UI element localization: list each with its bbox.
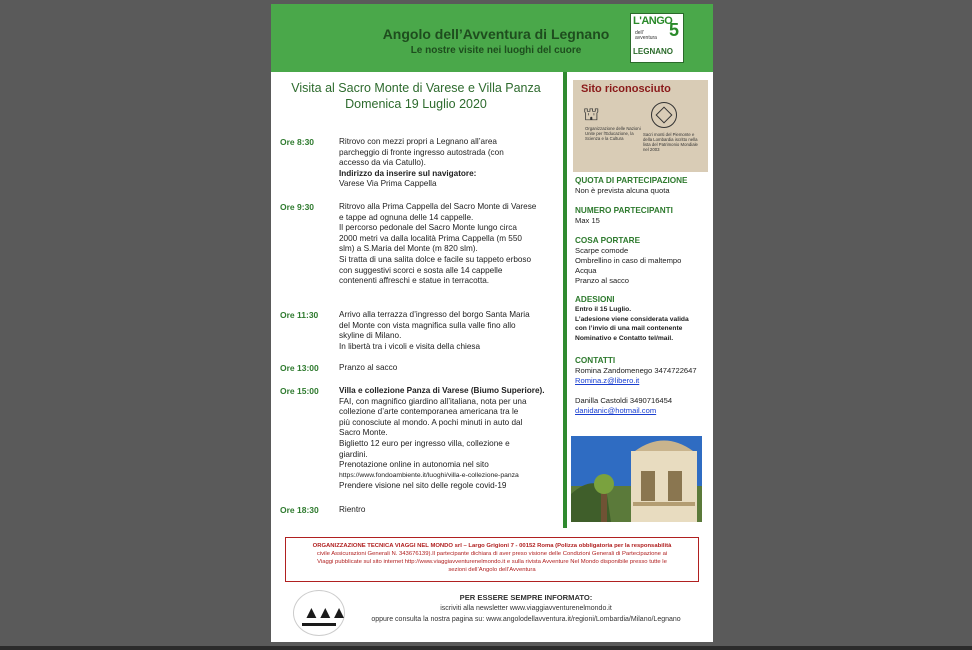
footer-title: PER ESSERE SEMPRE INFORMATO: xyxy=(459,593,593,602)
schedule-time: Ore 15:00 xyxy=(280,386,319,396)
adesioni-section: ADESIONI Entro il 15 Luglio. L’adesione viene considerata valida con l’invio di una mail contenente Nominativo e Contatto tel/mail. xyxy=(575,295,711,343)
schedule-time: Ore 8:30 xyxy=(280,137,315,147)
organization-notice: ORGANIZZAZIONE TECNICA VIAGGI NEL MONDO srl – Largo Grigioni 7 - 00152 Roma (Polizza obbligatoria per la responsabilità civile Assicurazioni Generali N. 343676139).Il partecipante dichiara di aver preso visione delle Condizioni Generali di Partecipazione ai Viaggi pubblicate sul sito internet http://www.viaggiavventurenelmondo.it e sulla rivista Avventure Nel Mondo disponibile presso tutte le sezioni dell’Angolo dell’Avventura xyxy=(285,537,699,582)
list-item: Acqua xyxy=(575,266,597,275)
participants-section xyxy=(575,206,711,226)
schedule-time: Ore 18:30 xyxy=(280,505,319,515)
header-banner xyxy=(271,4,713,72)
quota-section xyxy=(575,176,711,196)
contact-email-link[interactable]: Romina.z@libero.it xyxy=(575,376,640,385)
visit-title-block xyxy=(271,80,561,112)
cosa-portare-heading: COSA PORTARE xyxy=(575,236,641,245)
list-item: Pranzo al sacco xyxy=(575,276,630,285)
quota-heading: QUOTA DI PARTECIPAZIONE xyxy=(575,176,688,185)
contatti-heading: CONTATTI xyxy=(575,356,616,365)
logo-digit: 5 xyxy=(669,20,680,40)
quota-value: Non è prevista alcuna quota xyxy=(575,186,670,195)
participants-value: Max 15 xyxy=(575,216,600,225)
list-item: Ombrellino in caso di maltempo xyxy=(575,256,682,265)
sacro-monte-photo xyxy=(571,436,702,522)
bottom-strip xyxy=(0,646,972,650)
contact-name: Danilla Castoldi 3490716454 xyxy=(575,396,673,405)
contatti-section xyxy=(575,356,711,416)
page-link[interactable]: oppure consulta la nostra pagina su: www.angolodellavventura.it/regioni/Lombardia/Milano/Legnano xyxy=(371,616,681,623)
footer-info xyxy=(345,592,707,625)
contact-name: Romina Zandomenego 3474722647 xyxy=(575,366,697,375)
schedule-desc: Ritrovo alla Prima Cappella del Sacro Monte di Varese e tappe ad ognuna delle 14 cappelle. Il percorso pedonale del Sacro Monte lungo circa 2000 metri va dalla località Prima Cappella (m 550 slm) a S.Maria del Monte (m 820 slm). Si tratta di una salita dolce e facile su tappeto erboso con suggestivi scorci e sosta alle 14 cappelle contenenti affreschi e statue in terracotta. xyxy=(339,202,537,286)
schedule-desc: Rientro xyxy=(339,505,366,514)
schedule-time: Ore 9:30 xyxy=(280,202,315,212)
angolo-logo xyxy=(630,13,684,63)
world-heritage-icon xyxy=(651,102,677,128)
cosa-portare-section xyxy=(575,236,711,286)
whc-text: Sacri monti del Piemonte e della Lombardia iscritto nella lista del Patrimonio Mondiale nel 2003 xyxy=(643,132,698,152)
header-title: Angolo dell’Avventura di Legnano xyxy=(382,26,610,42)
schedule-desc: Arrivo alla terrazza d’ingresso del borgo Santa Maria del Monte con vista magnifica sulla valle fino allo skyline di Milano. In libertà tra i vicoli e visita della chiesa xyxy=(339,310,530,351)
villa-panza-link[interactable]: https://www.fondoambiente.it/luoghi/villa-e-collezione-panza xyxy=(339,471,519,479)
schedule-desc: Ritrovo con mezzi propri a Legnano all’area parcheggio di fronte ingresso autostrada (con accesso da via Catullo). Indirizzo da inserire sul navigatore: Varese Via Prima Cappella xyxy=(339,137,504,189)
visit-title: Visita al Sacro Monte di Varese e Villa Panza xyxy=(291,81,541,95)
list-item: Scarpe comode xyxy=(575,246,629,255)
logo-line3: LEGNANO xyxy=(633,47,673,56)
adesioni-heading: ADESIONI xyxy=(575,295,615,304)
unesco-temple-icon: ⛫ xyxy=(583,104,600,124)
column-divider xyxy=(563,72,567,528)
logo-mark-icon: ▲▲▲ xyxy=(303,603,345,622)
schedule-desc: Villa e collezione Panza di Varese (Biumo Superiore). FAI, con magnifico giardino all’italiana, nota per una collezione d’arte contemporanea americana tra le più conosciute al mondo. A pochi minuti in auto dal Sacro Monte. Biglietto 12 euro per ingresso villa, collezione e giardini. Prenotazione online in autonomia nel sito https://www.fondoambiente.it/luoghi/villa-e-collezione-panza Prendere visione nel sito delle regole covid-19 xyxy=(339,386,554,492)
newsletter-link[interactable]: iscriviti alla newsletter www.viaggiavventurenelmondo.it xyxy=(440,605,612,612)
sito-title: Sito riconosciuto xyxy=(581,83,671,95)
header-subtitle: Le nostre visite nei luoghi del cuore xyxy=(410,45,582,56)
contact-email-link[interactable]: danidanic@hotmail.com xyxy=(575,406,657,415)
participants-heading: NUMERO PARTECIPANTI xyxy=(575,206,673,215)
visit-date: Domenica 19 Luglio 2020 xyxy=(345,97,487,111)
unesco-text: Organizzazione delle Nazioni Unite per l'Educazione, la Scienza e la Cultura xyxy=(585,126,641,141)
logo-line1: L'ANGO xyxy=(633,15,673,27)
logo-line2: dell' avventura xyxy=(635,30,657,41)
avventure-nel-mondo-logo xyxy=(293,590,345,636)
document-page xyxy=(271,4,713,642)
schedule-time: Ore 13:00 xyxy=(280,363,319,373)
schedule-desc: Pranzo al sacco xyxy=(339,363,398,372)
schedule-time: Ore 11:30 xyxy=(280,310,319,320)
unesco-badge xyxy=(573,80,708,172)
